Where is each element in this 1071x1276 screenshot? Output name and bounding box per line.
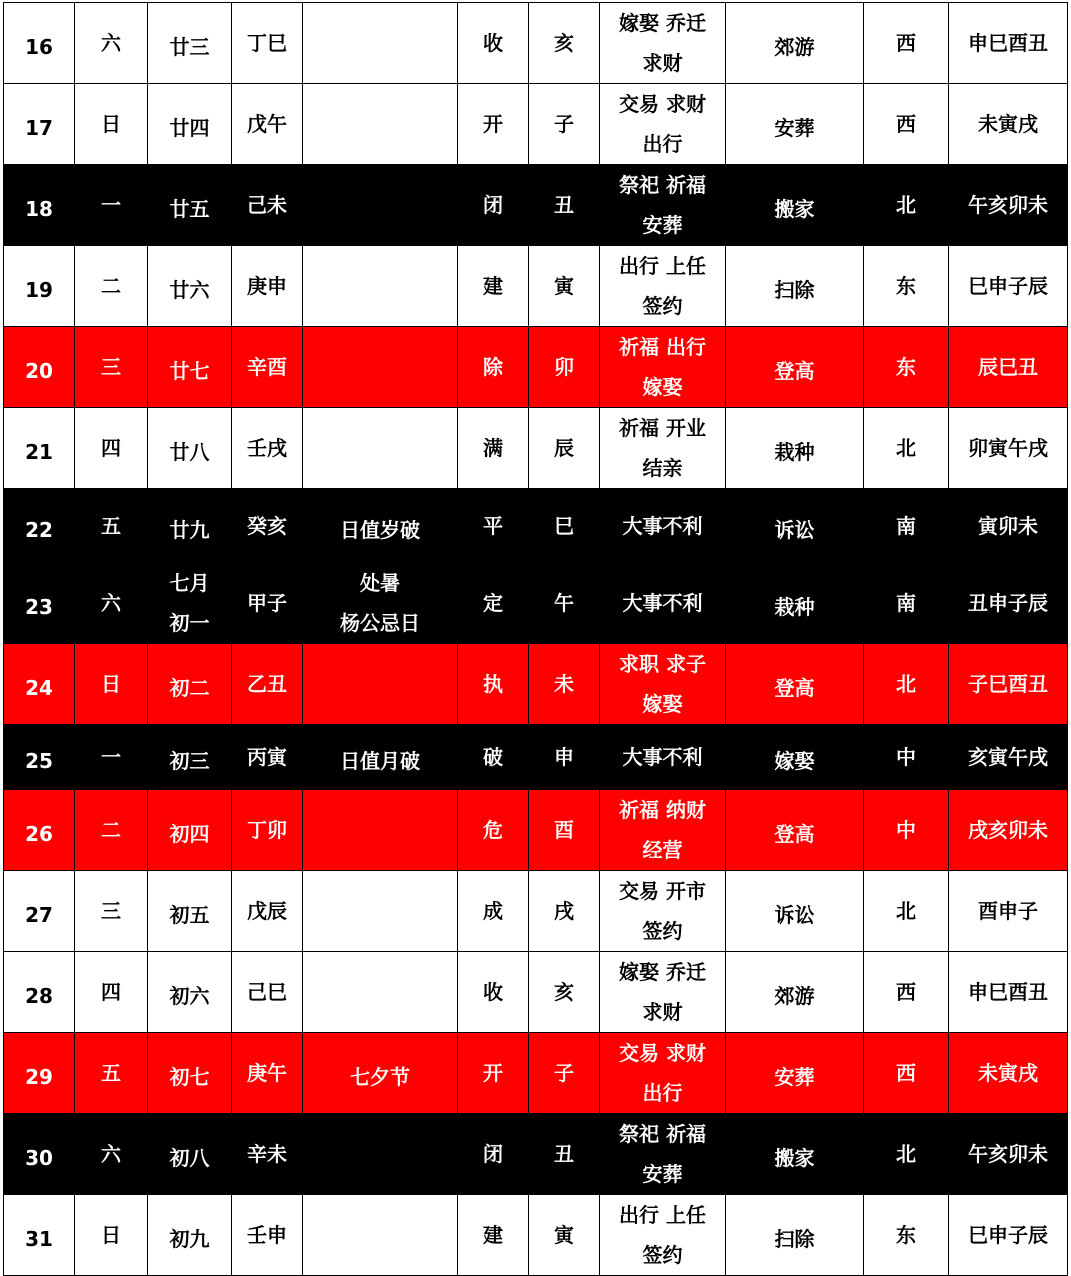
lunar-date-cell: 廿七 <box>148 327 232 408</box>
ganzhi-cell: 壬申 <box>232 1195 303 1276</box>
event-cell: 日值岁破 <box>303 489 458 563</box>
weekday-cell: 一 <box>75 165 148 246</box>
inauspicious-cell: 诉讼 <box>726 489 864 563</box>
event-cell <box>303 644 458 725</box>
direction-cell: 西 <box>864 3 949 84</box>
event-cell: 处暑 杨公忌日 <box>303 563 458 644</box>
jianchu-cell: 建 <box>458 246 529 327</box>
weekday-cell: 二 <box>75 790 148 871</box>
direction-cell: 东 <box>864 327 949 408</box>
lunar-date-cell: 廿四 <box>148 84 232 165</box>
ganzhi-cell: 壬戌 <box>232 408 303 489</box>
inauspicious-cell: 栽种 <box>726 563 864 644</box>
jianchu-cell: 开 <box>458 1033 529 1114</box>
jianchu-cell: 破 <box>458 725 529 790</box>
lucky-hours-cell: 丑申子辰 <box>949 563 1068 644</box>
day-cell: 29 <box>4 1033 75 1114</box>
auspicious-cell: 嫁娶 乔迁 求财 <box>600 952 726 1033</box>
lunar-date-cell: 初二 <box>148 644 232 725</box>
branch-cell: 巳 <box>529 489 600 563</box>
table-row <box>4 1033 1068 1114</box>
event-cell <box>303 871 458 952</box>
direction-cell: 西 <box>864 952 949 1033</box>
direction-cell: 北 <box>864 165 949 246</box>
table-row <box>4 790 1068 871</box>
direction-cell: 南 <box>864 489 949 563</box>
direction-cell: 东 <box>864 1195 949 1276</box>
weekday-cell: 六 <box>75 1114 148 1195</box>
event-cell: 日值月破 <box>303 725 458 790</box>
auspicious-cell: 大事不利 <box>600 489 726 563</box>
weekday-cell: 一 <box>75 725 148 790</box>
branch-cell: 丑 <box>529 1114 600 1195</box>
inauspicious-cell: 诉讼 <box>726 871 864 952</box>
branch-cell: 亥 <box>529 952 600 1033</box>
auspicious-cell: 交易 开市 签约 <box>600 871 726 952</box>
ganzhi-cell: 辛酉 <box>232 327 303 408</box>
event-cell <box>303 165 458 246</box>
ganzhi-cell: 丙寅 <box>232 725 303 790</box>
table-row <box>4 489 1068 563</box>
jianchu-cell: 闭 <box>458 1114 529 1195</box>
ganzhi-cell: 甲子 <box>232 563 303 644</box>
direction-cell: 西 <box>864 84 949 165</box>
day-cell: 18 <box>4 165 75 246</box>
auspicious-cell: 祭祀 祈福 安葬 <box>600 165 726 246</box>
lunar-date-cell: 廿八 <box>148 408 232 489</box>
day-cell: 24 <box>4 644 75 725</box>
direction-cell: 北 <box>864 644 949 725</box>
ganzhi-cell: 戊辰 <box>232 871 303 952</box>
jianchu-cell: 危 <box>458 790 529 871</box>
auspicious-cell: 交易 求财 出行 <box>600 84 726 165</box>
auspicious-cell: 祈福 出行 嫁娶 <box>600 327 726 408</box>
inauspicious-cell: 嫁娶 <box>726 725 864 790</box>
branch-cell: 亥 <box>529 3 600 84</box>
day-cell: 26 <box>4 790 75 871</box>
event-cell <box>303 408 458 489</box>
branch-cell: 子 <box>529 1033 600 1114</box>
inauspicious-cell: 郊游 <box>726 3 864 84</box>
inauspicious-cell: 安葬 <box>726 1033 864 1114</box>
table-row <box>4 563 1068 644</box>
ganzhi-cell: 庚午 <box>232 1033 303 1114</box>
branch-cell: 戌 <box>529 871 600 952</box>
branch-cell: 未 <box>529 644 600 725</box>
inauspicious-cell: 安葬 <box>726 84 864 165</box>
jianchu-cell: 除 <box>458 327 529 408</box>
table-row <box>4 644 1068 725</box>
jianchu-cell: 建 <box>458 1195 529 1276</box>
auspicious-cell: 交易 求财 出行 <box>600 1033 726 1114</box>
lucky-hours-cell: 巳申子辰 <box>949 1195 1068 1276</box>
lucky-hours-cell: 子巳酉丑 <box>949 644 1068 725</box>
ganzhi-cell: 丁卯 <box>232 790 303 871</box>
lucky-hours-cell: 卯寅午戌 <box>949 408 1068 489</box>
ganzhi-cell: 丁巳 <box>232 3 303 84</box>
lunar-date-cell: 初六 <box>148 952 232 1033</box>
branch-cell: 丑 <box>529 165 600 246</box>
branch-cell: 子 <box>529 84 600 165</box>
lunar-date-cell: 初九 <box>148 1195 232 1276</box>
jianchu-cell: 满 <box>458 408 529 489</box>
lucky-hours-cell: 辰巳丑 <box>949 327 1068 408</box>
weekday-cell: 六 <box>75 563 148 644</box>
day-cell: 27 <box>4 871 75 952</box>
weekday-cell: 四 <box>75 952 148 1033</box>
ganzhi-cell: 己未 <box>232 165 303 246</box>
lucky-hours-cell: 未寅戌 <box>949 84 1068 165</box>
weekday-cell: 四 <box>75 408 148 489</box>
weekday-cell: 三 <box>75 871 148 952</box>
event-cell <box>303 327 458 408</box>
inauspicious-cell: 郊游 <box>726 952 864 1033</box>
table-row <box>4 327 1068 408</box>
weekday-cell: 五 <box>75 489 148 563</box>
jianchu-cell: 执 <box>458 644 529 725</box>
auspicious-cell: 出行 上任 签约 <box>600 246 726 327</box>
jianchu-cell: 平 <box>458 489 529 563</box>
lucky-hours-cell: 戌亥卯未 <box>949 790 1068 871</box>
lucky-hours-cell: 寅卯未 <box>949 489 1068 563</box>
auspicious-cell: 大事不利 <box>600 563 726 644</box>
branch-cell: 卯 <box>529 327 600 408</box>
branch-cell: 午 <box>529 563 600 644</box>
branch-cell: 申 <box>529 725 600 790</box>
table-row <box>4 246 1068 327</box>
day-cell: 20 <box>4 327 75 408</box>
lunar-date-cell: 初八 <box>148 1114 232 1195</box>
direction-cell: 北 <box>864 1114 949 1195</box>
auspicious-cell: 求职 求子 嫁娶 <box>600 644 726 725</box>
lunar-date-cell: 廿三 <box>148 3 232 84</box>
auspicious-cell: 祈福 开业 结亲 <box>600 408 726 489</box>
jianchu-cell: 成 <box>458 871 529 952</box>
almanac-table <box>3 2 1068 1276</box>
lucky-hours-cell: 申巳酉丑 <box>949 952 1068 1033</box>
inauspicious-cell: 登高 <box>726 327 864 408</box>
inauspicious-cell: 扫除 <box>726 246 864 327</box>
table-row <box>4 1195 1068 1276</box>
lucky-hours-cell: 午亥卯未 <box>949 1114 1068 1195</box>
table-row <box>4 408 1068 489</box>
lunar-date-cell: 廿五 <box>148 165 232 246</box>
lucky-hours-cell: 巳申子辰 <box>949 246 1068 327</box>
direction-cell: 南 <box>864 563 949 644</box>
inauspicious-cell: 栽种 <box>726 408 864 489</box>
lunar-date-cell: 廿九 <box>148 489 232 563</box>
table-row <box>4 725 1068 790</box>
weekday-cell: 五 <box>75 1033 148 1114</box>
day-cell: 30 <box>4 1114 75 1195</box>
inauspicious-cell: 搬家 <box>726 1114 864 1195</box>
table-row <box>4 871 1068 952</box>
direction-cell: 东 <box>864 246 949 327</box>
lunar-date-cell: 初三 <box>148 725 232 790</box>
direction-cell: 中 <box>864 790 949 871</box>
inauspicious-cell: 登高 <box>726 790 864 871</box>
direction-cell: 中 <box>864 725 949 790</box>
weekday-cell: 六 <box>75 3 148 84</box>
auspicious-cell: 嫁娶 乔迁 求财 <box>600 3 726 84</box>
ganzhi-cell: 辛未 <box>232 1114 303 1195</box>
inauspicious-cell: 搬家 <box>726 165 864 246</box>
inauspicious-cell: 登高 <box>726 644 864 725</box>
table-row <box>4 3 1068 84</box>
day-cell: 25 <box>4 725 75 790</box>
branch-cell: 酉 <box>529 790 600 871</box>
ganzhi-cell: 乙丑 <box>232 644 303 725</box>
event-cell: 七夕节 <box>303 1033 458 1114</box>
ganzhi-cell: 戊午 <box>232 84 303 165</box>
jianchu-cell: 定 <box>458 563 529 644</box>
lucky-hours-cell: 未寅戌 <box>949 1033 1068 1114</box>
event-cell <box>303 246 458 327</box>
ganzhi-cell: 己巳 <box>232 952 303 1033</box>
event-cell <box>303 1195 458 1276</box>
table-row <box>4 1114 1068 1195</box>
branch-cell: 寅 <box>529 1195 600 1276</box>
lunar-date-cell: 初五 <box>148 871 232 952</box>
ganzhi-cell: 癸亥 <box>232 489 303 563</box>
jianchu-cell: 开 <box>458 84 529 165</box>
day-cell: 17 <box>4 84 75 165</box>
lunar-date-cell: 初四 <box>148 790 232 871</box>
direction-cell: 西 <box>864 1033 949 1114</box>
lunar-date-cell: 廿六 <box>148 246 232 327</box>
jianchu-cell: 收 <box>458 952 529 1033</box>
day-cell: 31 <box>4 1195 75 1276</box>
day-cell: 19 <box>4 246 75 327</box>
lucky-hours-cell: 酉申子 <box>949 871 1068 952</box>
weekday-cell: 三 <box>75 327 148 408</box>
lucky-hours-cell: 申巳酉丑 <box>949 3 1068 84</box>
lunar-date-cell: 七月 初一 <box>148 563 232 644</box>
day-cell: 23 <box>4 563 75 644</box>
lucky-hours-cell: 午亥卯未 <box>949 165 1068 246</box>
lucky-hours-cell: 亥寅午戌 <box>949 725 1068 790</box>
direction-cell: 北 <box>864 871 949 952</box>
jianchu-cell: 收 <box>458 3 529 84</box>
auspicious-cell: 祈福 纳财 经营 <box>600 790 726 871</box>
jianchu-cell: 闭 <box>458 165 529 246</box>
auspicious-cell: 祭祀 祈福 安葬 <box>600 1114 726 1195</box>
event-cell <box>303 84 458 165</box>
weekday-cell: 日 <box>75 84 148 165</box>
weekday-cell: 日 <box>75 644 148 725</box>
lunar-date-cell: 初七 <box>148 1033 232 1114</box>
auspicious-cell: 大事不利 <box>600 725 726 790</box>
day-cell: 28 <box>4 952 75 1033</box>
ganzhi-cell: 庚申 <box>232 246 303 327</box>
event-cell <box>303 952 458 1033</box>
branch-cell: 辰 <box>529 408 600 489</box>
auspicious-cell: 出行 上任 签约 <box>600 1195 726 1276</box>
day-cell: 16 <box>4 3 75 84</box>
day-cell: 22 <box>4 489 75 563</box>
day-cell: 21 <box>4 408 75 489</box>
table-row <box>4 952 1068 1033</box>
weekday-cell: 二 <box>75 246 148 327</box>
event-cell <box>303 1114 458 1195</box>
table-row <box>4 84 1068 165</box>
event-cell <box>303 3 458 84</box>
weekday-cell: 日 <box>75 1195 148 1276</box>
event-cell <box>303 790 458 871</box>
direction-cell: 北 <box>864 408 949 489</box>
table-row <box>4 165 1068 246</box>
branch-cell: 寅 <box>529 246 600 327</box>
inauspicious-cell: 扫除 <box>726 1195 864 1276</box>
